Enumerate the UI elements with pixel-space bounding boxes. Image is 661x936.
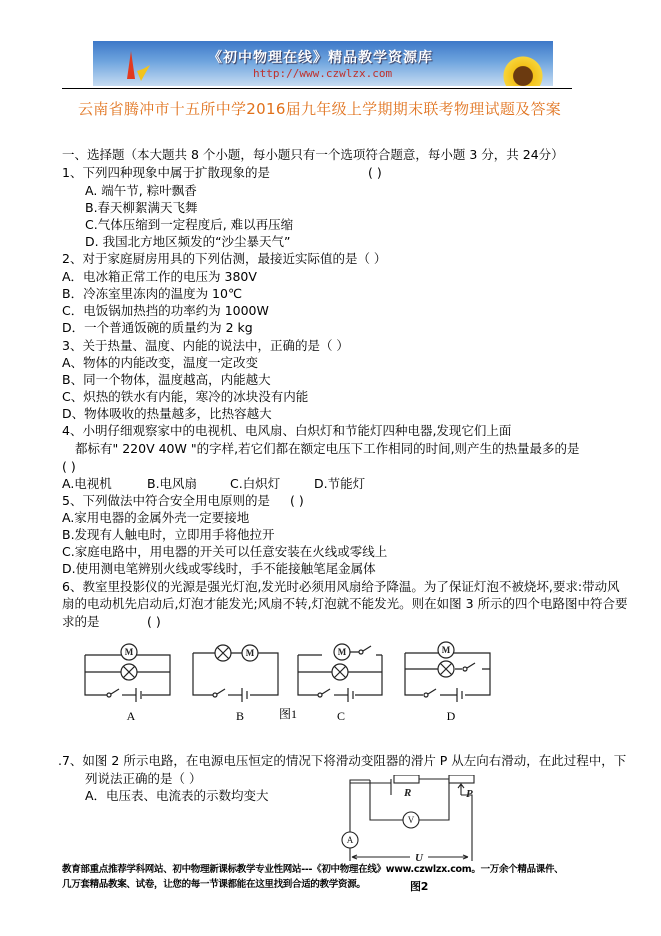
- voltmeter-label: V: [407, 815, 415, 825]
- figure-2-circuit: [340, 775, 480, 863]
- circuit-b: [193, 645, 278, 702]
- question-4: 4、小明仔细观察家中的电视机、电风扇、白炽灯和节能灯四种电器,发现它们上面: [62, 423, 512, 438]
- answer-blank: ( ): [62, 459, 76, 474]
- banner-url[interactable]: http://www.czwlzx.com: [253, 67, 393, 80]
- option: A．电冰箱正常工作的电压为 380V: [62, 269, 257, 284]
- question-5: 5、下列做法中符合安全用电原则的是: [62, 493, 270, 508]
- figure-2-caption: 图2: [410, 880, 429, 893]
- motor-label: M: [124, 647, 134, 657]
- figure-label: A: [126, 709, 136, 723]
- section-heading: 一、选择题（本大题共 8 个小题，每小题只有一个选项符合题意，每小题 3 分，共 24分）: [62, 147, 564, 162]
- question-6-cont: 扇的电动机先启动后,灯泡才能发光;风扇不转,灯泡就不能发光。则在如图 3 所示的四个电路图中符合要: [62, 596, 628, 611]
- answer-blank: ( ): [147, 614, 161, 629]
- option: C．电饭锅加热挡的功率约为 1000W: [62, 303, 269, 318]
- motor-label: M: [337, 647, 347, 657]
- figure-1-circuits: [60, 635, 500, 730]
- ammeter-label: A: [346, 835, 354, 845]
- banner-title: 《初中物理在线》精品教学资源库: [208, 50, 433, 66]
- option: A.电视机: [62, 476, 112, 491]
- option: D.节能灯: [314, 476, 366, 491]
- option: B.春天柳絮满天飞舞: [85, 200, 198, 215]
- option: D、物体吸收的热量越多，比热容越大: [62, 406, 272, 421]
- option: B.电风扇: [147, 476, 198, 491]
- figure-label: D: [446, 709, 456, 723]
- motor-label: M: [245, 648, 255, 658]
- option: A．电压表、电流表的示数均变大: [85, 788, 269, 803]
- footer-line: 教育部重点推荐学科网站、初中物理新课标教学专业性网站---《初中物理在线》www.czwlzx.com。一万余个精品课件、: [62, 864, 564, 875]
- answer-blank: ( ): [368, 165, 382, 180]
- question-6-cont: 求的是: [62, 614, 100, 629]
- option: B.发现有人触电时，立即用手将他拉开: [62, 527, 275, 542]
- footer-line: 几万套精品教案、试卷，让您的每一节课都能在这里找到合适的教学资源。: [62, 879, 366, 890]
- option: D.使用测电笔辨别火线或零线时，手不能接触笔尾金属体: [62, 561, 376, 576]
- question-3: 3、关于热量、温度、内能的说法中，正确的是（ ）: [62, 338, 349, 353]
- option: A.家用电器的金属外壳一定要接地: [62, 510, 250, 525]
- option: A. 端午节, 粽叶飘香: [85, 183, 197, 198]
- figure-label: C: [336, 709, 346, 723]
- option: D. 我国北方地区频发的“沙尘暴天气”: [85, 234, 291, 249]
- site-logo-icon: [123, 49, 151, 83]
- page-title: 云南省腾冲市十五所中学2016届九年级上学期期末联考物理试题及答案: [78, 100, 562, 118]
- question-1: 1、下列四种现象中属于扩散现象的是: [62, 165, 270, 180]
- resistor-label: R: [404, 787, 412, 799]
- question-6: 6、教室里投影仪的光源是强光灯泡,发光时必须用风扇给予降温。为了保证灯泡不被烧坏,要求:带动风: [62, 579, 620, 594]
- option: C.白炽灯: [230, 476, 281, 491]
- question-2: 2、对于家庭厨房用具的下列估测，最接近实际值的是（ ）: [62, 251, 387, 266]
- option: B、同一个物体，温度越高，内能越大: [62, 372, 271, 387]
- voltage-label: U: [415, 852, 423, 863]
- question-7-cont: 列说法正确的是（ ）: [85, 771, 202, 786]
- header-divider: [62, 88, 572, 89]
- option: A、物体的内能改变，温度一定改变: [62, 355, 259, 370]
- site-banner[interactable]: [93, 41, 553, 86]
- motor-label: M: [441, 645, 451, 655]
- answer-blank: ( ): [290, 493, 304, 508]
- sunflower-image: [498, 56, 548, 86]
- option: C.家庭电路中，用电器的开关可以任意安装在火线或零线上: [62, 544, 388, 559]
- question-4-cont: 都标有" 220V 40W "的字样,若它们都在额定电压下工作相同的时间,则产生的热量最多的是: [75, 441, 580, 456]
- option: C、炽热的铁水有内能，寒冷的冰块没有内能: [62, 389, 309, 404]
- option: D．一个普通饭碗的质量约为 2 kg: [62, 320, 253, 335]
- figure-caption: 图1: [278, 707, 298, 721]
- option: C.气体压缩到一定程度后, 难以再压缩: [85, 217, 294, 232]
- question-7: .7、如图 2 所示电路，在电源电压恒定的情况下将滑动变阻器的滑片 P 从左向右滑动，在此过程中，下: [58, 753, 627, 768]
- figure-label: B: [235, 709, 245, 723]
- slider-label: P: [466, 788, 473, 800]
- option: B．冷冻室里冻肉的温度为 10℃: [62, 286, 242, 301]
